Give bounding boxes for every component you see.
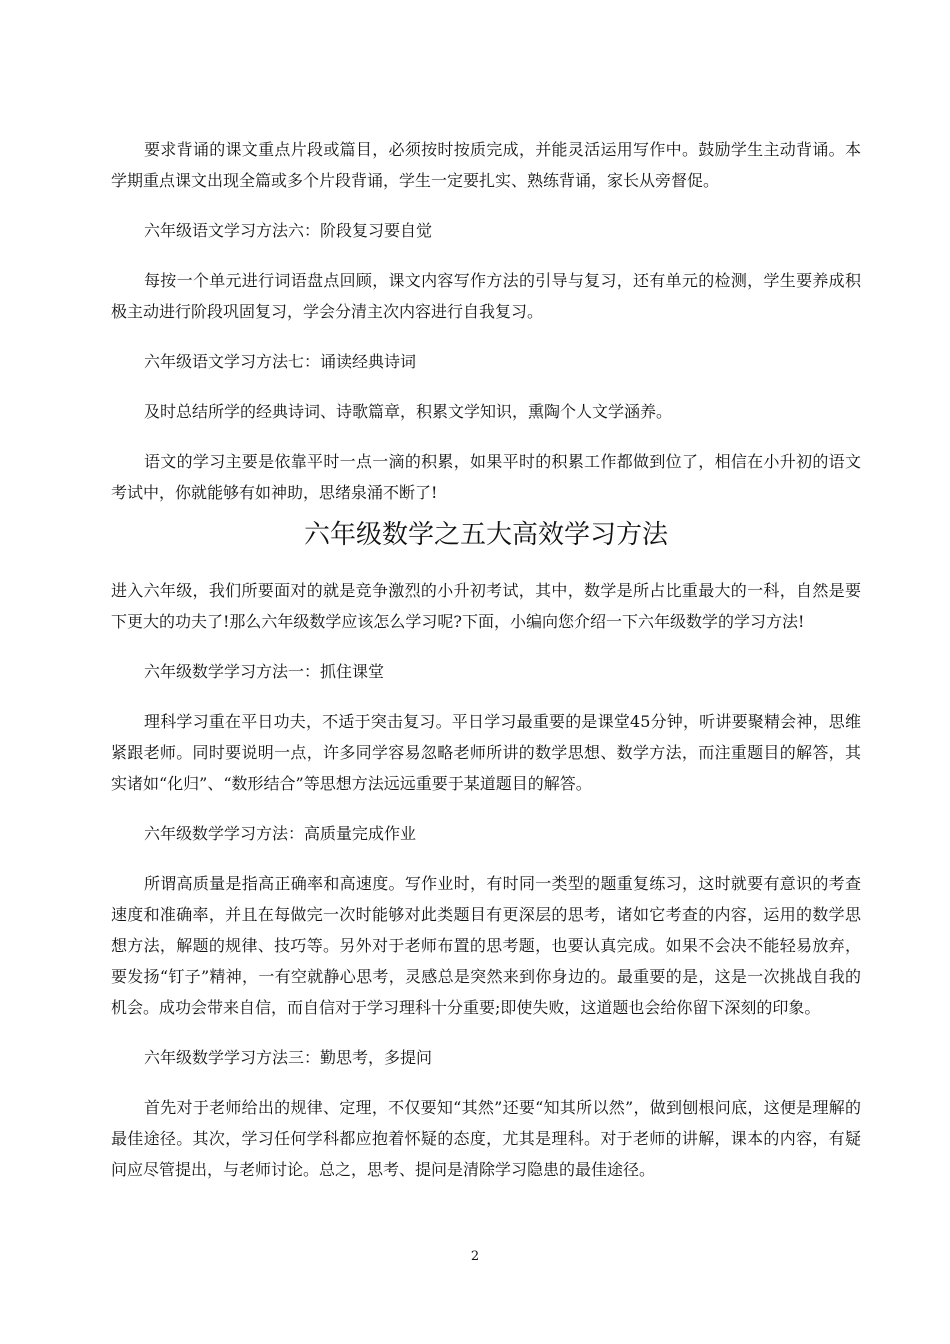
method-heading: 六年级语文学习方法七：诵读经典诗词 [144, 352, 417, 371]
paragraph: 语文的学习主要是依靠平时一点一滴的积累，如果平时的积累工作都做到位了，相信在小升初的语文考试中，你就能够有如神助，思绪泉涌不断了! [111, 452, 861, 502]
method-heading: 六年级数学学习方法三：勤思考，多提问 [144, 1048, 433, 1067]
section-title: 六年级数学之五大高效学习方法 [303, 520, 668, 550]
method-heading: 六年级数学学习方法：高质量完成作业 [144, 824, 417, 843]
method-heading: 六年级数学学习方法一：抓住课堂 [144, 662, 385, 681]
paragraph: 每按一个单元进行词语盘点回顾，课文内容写作方法的引导与复习，还有单元的检测，学生要养成积极主动进行阶段巩固复习，学会分清主次内容进行自我复习。 [111, 271, 861, 321]
page-content [111, 134, 861, 1185]
page-number: 2 [470, 1249, 480, 1264]
paragraph: 及时总结所学的经典诗词、诗歌篇章，积累文学知识，熏陶个人文学涵养。 [144, 402, 673, 421]
paragraph: 首先对于老师给出的规律、定理，不仅要知“其然”还要“知其所以然”，做到刨根问底，这便是理解的最佳途径。其次，学习任何学科都应抱着怀疑的态度，尤其是理科。对于老师的讲解，课本的内容，有疑问应尽管提出，与老师讨论。总之，思考、提问是清除学习隐患的最佳途径。 [111, 1098, 861, 1179]
intro-paragraph: 进入六年级，我们所要面对的就是竞争激烈的小升初考试，其中，数学是所占比重最大的一科，自然是要下更大的功夫了!那么六年级数学应该怎么学习呢?下面，小编向您介绍一下六年级数学的学习方法! [111, 581, 861, 631]
method-heading: 六年级语文学习方法六：阶段复习要自觉 [144, 221, 433, 240]
paragraph: 所谓高质量是指高正确率和高速度。写作业时，有时同一类型的题重复练习，这时就要有意识的考查速度和准确率，并且在每做完一次时能够对此类题目有更深层的思考，诸如它考查的内容，运用的数学思想方法，解题的规律、技巧等。另外对于老师布置的思考题，也要认真完成。如果不会决不能轻易放弃，要发扬“钉子”精神，一有空就静心思考，灵感总是突然来到你身边的。最重要的是，这是一次挑战自我的机会。成功会带来自信，而自信对于学习理科十分重要;即使失败，这道题也会给你留下深刻的印象。 [111, 874, 861, 1017]
paragraph: 要求背诵的课文重点片段或篇目，必须按时按质完成，并能灵活运用写作中。鼓励学生主动背诵。本学期重点课文出现全篇或多个片段背诵，学生一定要扎实、熟练背诵，家长从旁督促。 [111, 140, 861, 190]
paragraph: 理科学习重在平日功夫，不适于突击复习。平日学习最重要的是课堂45分钟，听讲要聚精会神，思维紧跟老师。同时要说明一点，许多同学容易忽略老师所讲的数学思想、数学方法，而注重题目的解答，其实诸如“化归”、“数形结合”等思想方法远远重要于某道题目的解答。 [111, 712, 861, 793]
